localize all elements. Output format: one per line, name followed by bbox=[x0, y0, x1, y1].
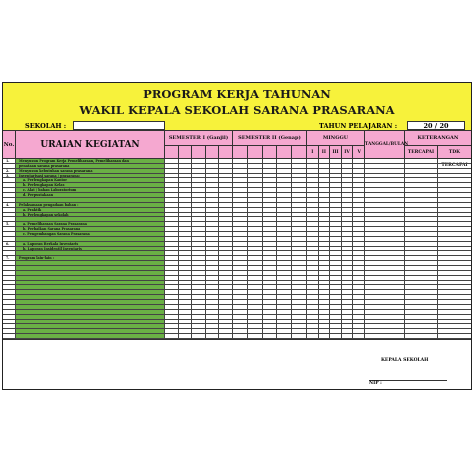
semester-cell bbox=[248, 145, 263, 159]
grid-line bbox=[352, 159, 353, 339]
header-tanggal: TANGGAL/BULAN bbox=[365, 131, 405, 159]
table-body bbox=[3, 159, 471, 339]
semester-2-label: SEMESTER II (Genap) bbox=[238, 135, 301, 141]
grid-line bbox=[262, 159, 263, 339]
tahun-label: TAHUN PELAJARAN : bbox=[319, 122, 398, 130]
row-number: 3. bbox=[6, 173, 10, 178]
semester-cell bbox=[292, 145, 307, 159]
row-text: a. Laporan Berkala Inventaris bbox=[23, 241, 79, 246]
grid-line bbox=[178, 159, 179, 339]
title-line-1: PROGRAM KERJA TAHUNAN bbox=[143, 87, 331, 101]
semester-cell bbox=[179, 145, 193, 159]
row-number: 7. bbox=[6, 256, 10, 261]
signature-area bbox=[3, 339, 471, 389]
grid-line bbox=[318, 159, 319, 339]
row-text: a. Pemeliharaan Sarana Prasarana bbox=[23, 222, 87, 227]
kepala-sekolah-label: KEPALA SEKOLAH bbox=[381, 358, 429, 363]
row-number: 2. bbox=[6, 168, 10, 173]
row-text: a. Praktik bbox=[23, 207, 42, 212]
header-keterangan bbox=[405, 131, 471, 168]
grid-line bbox=[437, 159, 438, 339]
grid-line bbox=[341, 159, 342, 339]
grid-line bbox=[329, 159, 330, 339]
sekolah-field[interactable] bbox=[73, 121, 165, 130]
nip-label: NIP : bbox=[369, 381, 382, 386]
title-line-2: WAKIL KEPALA SEKOLAH SARANA PRASARANA bbox=[79, 103, 395, 117]
week-1: I bbox=[307, 145, 319, 159]
row-text: b. Perbaikan Sarana Prasarana bbox=[23, 227, 81, 232]
semester-cell bbox=[233, 145, 248, 159]
grid-line bbox=[247, 159, 248, 339]
row-text: b. Perlengkapan sekolah bbox=[23, 212, 69, 217]
tahun-field[interactable]: 20 / 20 bbox=[407, 121, 465, 130]
row-text: b. Laporan Insidentil Inventaris bbox=[23, 246, 82, 251]
row-text: Menyusun Program Kerja Pemeliharaan, Pemeliharaan dan bbox=[19, 159, 129, 163]
grid-line bbox=[15, 159, 16, 339]
semester-cell bbox=[277, 145, 292, 159]
header-uraian: URAIAN KEGIATAN bbox=[16, 131, 165, 159]
program-kerja-sheet bbox=[2, 82, 472, 390]
semester-cell bbox=[192, 145, 206, 159]
header-semester-2 bbox=[233, 131, 307, 159]
week-3: III bbox=[330, 145, 342, 159]
semester-1-label: SEMESTER I (Ganjil) bbox=[168, 135, 229, 141]
row-text: Inventarisasi sarana / prasarana: bbox=[19, 173, 80, 178]
row-text: d. Perpustakaan bbox=[23, 193, 53, 198]
row-text: Program lain-lain : bbox=[19, 256, 55, 261]
title-band bbox=[3, 83, 471, 131]
grid-line bbox=[232, 159, 233, 339]
minggu-label: MINGGU bbox=[322, 135, 349, 141]
row-text: c. Alat / bahan Laboratorium bbox=[23, 188, 77, 193]
grid-line bbox=[276, 159, 277, 339]
tercapai-label: TERCAPAI bbox=[405, 145, 438, 159]
keterangan-label: KETERANGAN bbox=[417, 135, 459, 141]
grid-line bbox=[364, 159, 365, 339]
row-text: a. Perlengkapan Kantor bbox=[23, 178, 67, 183]
week-5: V bbox=[353, 145, 365, 159]
tdk-tercapai-label: TDK TERCAPAI bbox=[438, 145, 471, 159]
semester-cell bbox=[219, 145, 233, 159]
row-text: penataan sarana prasarana bbox=[19, 163, 70, 168]
header-semester-1 bbox=[165, 131, 233, 159]
header-minggu bbox=[307, 131, 365, 159]
grid-line bbox=[404, 159, 405, 339]
week-4: IV bbox=[342, 145, 354, 159]
row-text: c. Pengembangan Sarana Prasarana bbox=[23, 231, 90, 236]
grid-line bbox=[218, 159, 219, 339]
row-text: Menyusun kebutuhan sarana prasarana bbox=[19, 168, 93, 173]
grid-line bbox=[205, 159, 206, 339]
week-2: II bbox=[319, 145, 331, 159]
grid-line bbox=[191, 159, 192, 339]
row-number: 5. bbox=[6, 222, 10, 227]
semester-cell bbox=[165, 145, 179, 159]
row-number: 6. bbox=[6, 241, 10, 246]
semester-cell bbox=[263, 145, 278, 159]
grid-line bbox=[306, 159, 307, 339]
grid-line bbox=[291, 159, 292, 339]
row-text: b. Perlengkapan Kelas bbox=[23, 183, 65, 188]
sekolah-label: SEKOLAH : bbox=[25, 122, 67, 130]
semester-cell bbox=[206, 145, 220, 159]
row-text: Pelaksanaan pengadaan bahan : bbox=[19, 202, 79, 207]
row-number: 1. bbox=[6, 159, 10, 163]
grid-line bbox=[164, 159, 165, 339]
row-number: 4. bbox=[6, 202, 10, 207]
header-no: No. bbox=[3, 131, 16, 159]
